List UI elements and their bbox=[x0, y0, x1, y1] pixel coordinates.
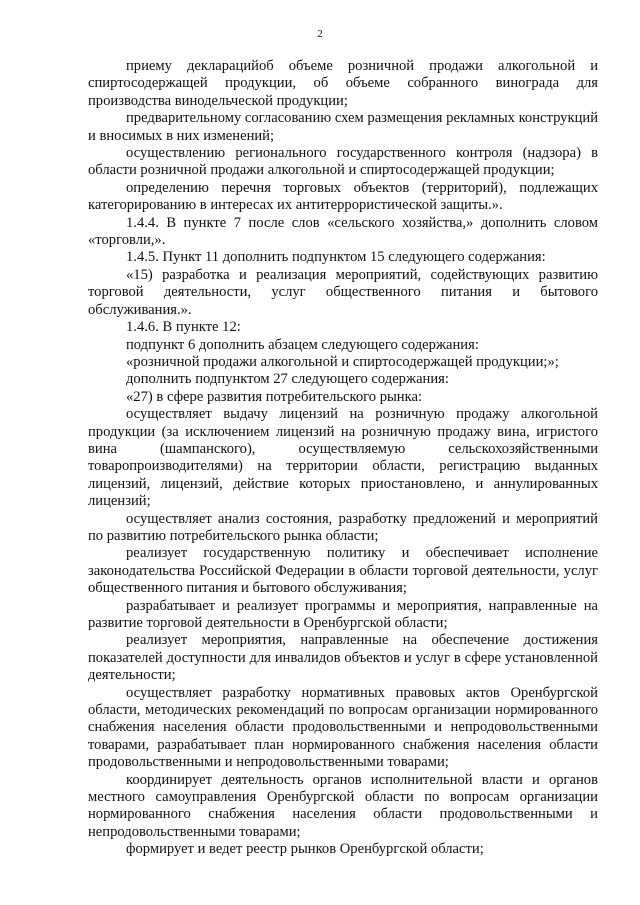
paragraph: «27) в сфере развития потребительского рынка: bbox=[126, 388, 423, 405]
paragraph: осуществляет разработку нормативных правовых актов Оренбургской области, методических рекомендаций по вопросам организации нормированного снабжения населения области продовольственными и непродовольственными товарами, разрабатывает план нормированного снабжения населения области продовольственными и непродовольственными товарами; bbox=[88, 684, 598, 771]
paragraph: 1.4.6. В пункте 12: bbox=[126, 319, 241, 336]
paragraph: осуществляет анализ состояния, разработку предложений и мероприятий по развитию потребительского рынка области; bbox=[88, 510, 598, 544]
paragraph: «розничной продажи алкогольной и спиртосодержащей продукции;»; bbox=[126, 353, 559, 370]
paragraph: 1.4.4. В пункте 7 после слов «сельского хозяйства,» дополнить словом «торговли,». bbox=[88, 214, 598, 249]
paragraph: приему декларацийоб объеме розничной продажи алкогольной и спиртосодержащей продукции, об объеме собранного винограда для производства винодельческой продукции; bbox=[88, 58, 598, 109]
paragraph: «15) разработка и реализация мероприятий, содействующих развитию торговой деятельности, услуг общественного питания и бытового обслуживания.». bbox=[88, 266, 598, 318]
paragraph: координирует деятельность органов исполнительной власти и органов местного самоуправления Оренбургской области по вопросам организации нормированного снабжения населения области продовольственными и непродовольственными товарами; bbox=[88, 771, 598, 840]
page-number: 2 bbox=[317, 28, 323, 40]
paragraph: определению перечня торговых объектов (территорий), подлежащих категорированию в интересах их антитеррористической защиты.». bbox=[88, 179, 598, 214]
paragraph: осуществлению регионального государственного контроля (надзора) в области розничной продажи алкогольной и спиртосодержащей продукции; bbox=[88, 145, 598, 179]
paragraph: разрабатывает и реализует программы и мероприятия, направленные на развитие торговой деятельности в Оренбургской области; bbox=[88, 597, 598, 631]
paragraph: формирует и ведет реестр рынков Оренбургской области; bbox=[126, 841, 484, 858]
paragraph: реализует мероприятия, направленные на обеспечение достижения показателей доступности для инвалидов объектов и услуг в сфере установленной деятельности; bbox=[88, 632, 598, 684]
paragraph: предварительному согласованию схем размещения рекламных конструкций и вносимых в них изменений; bbox=[88, 110, 598, 144]
document-body bbox=[88, 58, 598, 859]
paragraph: подпункт 6 дополнить абзацем следующего содержания: bbox=[126, 336, 479, 353]
paragraph: осуществляет выдачу лицензий на розничную продажу алкогольной продукции (за исключением лицензий на розничную продажу вина, игристого вина (шампанского), осуществляемую сельскохозяйственными товаропроизводителями) на территории области, регистрацию выданных лицензий, лицензий, действие которых приостановлено, и аннулированных лицензий; bbox=[88, 406, 598, 510]
paragraph: реализует государственную политику и обеспечивает исполнение законодательства Российской Федерации в области торговой деятельности, услуг общественного питания и бытового обслуживания; bbox=[88, 545, 598, 597]
paragraph: дополнить подпунктом 27 следующего содержания: bbox=[126, 371, 449, 388]
paragraph: 1.4.5. Пункт 11 дополнить подпунктом 15 следующего содержания: bbox=[126, 249, 546, 266]
